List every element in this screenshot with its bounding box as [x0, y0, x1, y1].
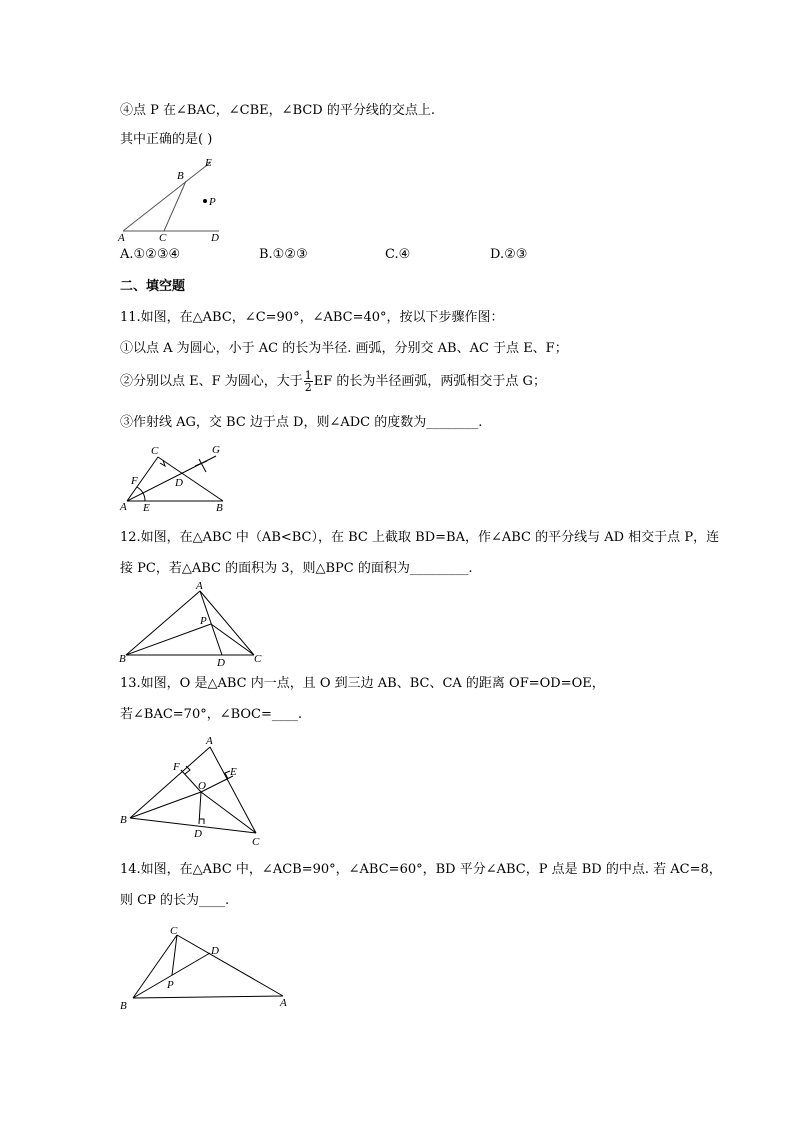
q11-line-3-pre: ②分别以点 E、F 为圆心，大于: [120, 374, 303, 389]
q12-label-b: B: [119, 653, 126, 665]
q14-side-ca: [177, 935, 283, 996]
q13-label-f: F: [173, 761, 180, 773]
q12-line-2: 接 PC，若△ABC 的面积为 3，则△BPC 的面积为_________.: [120, 561, 473, 576]
q10-option-c: C.④: [385, 247, 411, 262]
q13-label-a: A: [206, 735, 213, 747]
q12-segment-bp: [126, 624, 211, 655]
q10-option-d: D.②③: [490, 247, 528, 262]
q11-label-e: E: [143, 502, 150, 514]
q13-label-o: O: [198, 780, 206, 792]
q11-label-b: B: [216, 502, 223, 514]
q13-label-d: D: [194, 828, 202, 840]
q13-side-ac: [210, 747, 256, 833]
q10-ray-ae: [123, 162, 211, 231]
q11-fraction-denominator: 2: [304, 381, 312, 394]
q13-figure: [115, 730, 275, 850]
q13-side-bc: [130, 818, 256, 833]
q10-prompt: 其中正确的是( ): [120, 132, 213, 147]
q14-side-ab: [133, 996, 283, 998]
q10-segment-bc: [164, 181, 186, 231]
q14-line-2: 则 CP 的长为____.: [120, 893, 230, 908]
q13-label-e: E: [230, 766, 237, 778]
q11-fraction-numerator: 1: [304, 369, 312, 382]
q12-line-1: 12.如图，在△ABC 中（AB<BC），在 BC 上截取 BD=BA，作∠ABC 的平分线与 AD 相交于点 P，连: [120, 530, 720, 545]
q11-fraction: [304, 370, 313, 393]
q10-option-a: A.①②③④: [120, 247, 181, 262]
q13-line-2: 若∠BAC=70°，∠BOC=____.: [120, 707, 303, 722]
q10-label-e: E: [205, 157, 212, 169]
q11-line-4: ③作射线 AG，交 BC 边于点 D，则∠ADC 的度数为________.: [120, 415, 483, 430]
q12-label-a: A: [196, 580, 203, 592]
q14-label-p: P: [167, 979, 174, 991]
q14-line-1: 14.如图，在△ABC 中，∠ACB=90°，∠ABC=60°，BD 平分∠ABC，P 点是 BD 的中点. 若 AC=8，: [120, 862, 722, 877]
q13-right-angle-f: [185, 766, 190, 774]
q11-line-3-post: EF 的长为半径画弧，两弧相交于点 G；: [313, 374, 546, 389]
q11-label-g: G: [212, 444, 220, 456]
q10-figure: [115, 155, 235, 245]
q11-label-a: A: [120, 501, 127, 513]
q10-label-b: B: [177, 170, 184, 182]
section-fill-in-title: 二、填空题: [120, 279, 186, 294]
q14-label-d: D: [211, 945, 219, 957]
q10-label-d: D: [211, 232, 219, 244]
q11-line-2: ①以点 A 为圆心，小于 AC 的长为半径. 画弧，分别交 AB、AC 于点 E、F；: [120, 341, 568, 356]
q11-line-1: 11.如图，在△ABC，∠C=90°，∠ABC=40°，按以下步骤作图：: [120, 310, 504, 325]
q12-label-p: P: [200, 615, 207, 627]
q10-label-p: P: [209, 196, 216, 208]
q12-figure: [115, 580, 270, 670]
q10-statement-4: ④点 P 在∠BAC，∠CBE，∠BCD 的平分线的交点上.: [120, 103, 435, 118]
q11-label-d: D: [175, 477, 183, 489]
q14-label-c: C: [170, 925, 178, 937]
q12-side-ab: [126, 591, 200, 655]
q13-line-1: 13.如图，O 是△ABC 内一点，且 O 到三边 AB、BC、CA 的距离 OF=OD=OE，: [120, 676, 605, 691]
q10-label-a: A: [118, 232, 125, 244]
q14-label-a: A: [280, 997, 287, 1009]
q10-option-b: B.①②③: [259, 247, 308, 262]
q14-figure: [115, 920, 295, 1015]
q10-label-c: C: [159, 232, 167, 244]
q12-label-c: C: [254, 653, 262, 665]
q12-label-d: D: [217, 657, 225, 669]
q11-arc-g1: [199, 459, 206, 472]
q14-segment-bd: [133, 953, 210, 998]
q11-label-f: F: [131, 475, 138, 487]
q12-segment-pc: [211, 624, 254, 655]
q11-line-3: [120, 370, 546, 393]
q13-segment-oc: [201, 792, 256, 833]
q14-label-b: B: [120, 1000, 127, 1012]
q13-label-c: C: [252, 836, 260, 848]
q11-figure: [115, 442, 235, 514]
q13-segment-bo: [130, 792, 201, 818]
q12-side-ac: [200, 591, 254, 655]
q13-label-b: B: [120, 814, 127, 826]
q11-label-c: C: [151, 445, 159, 457]
q11-side-cb: [158, 457, 223, 501]
q10-point-p: [203, 199, 207, 203]
